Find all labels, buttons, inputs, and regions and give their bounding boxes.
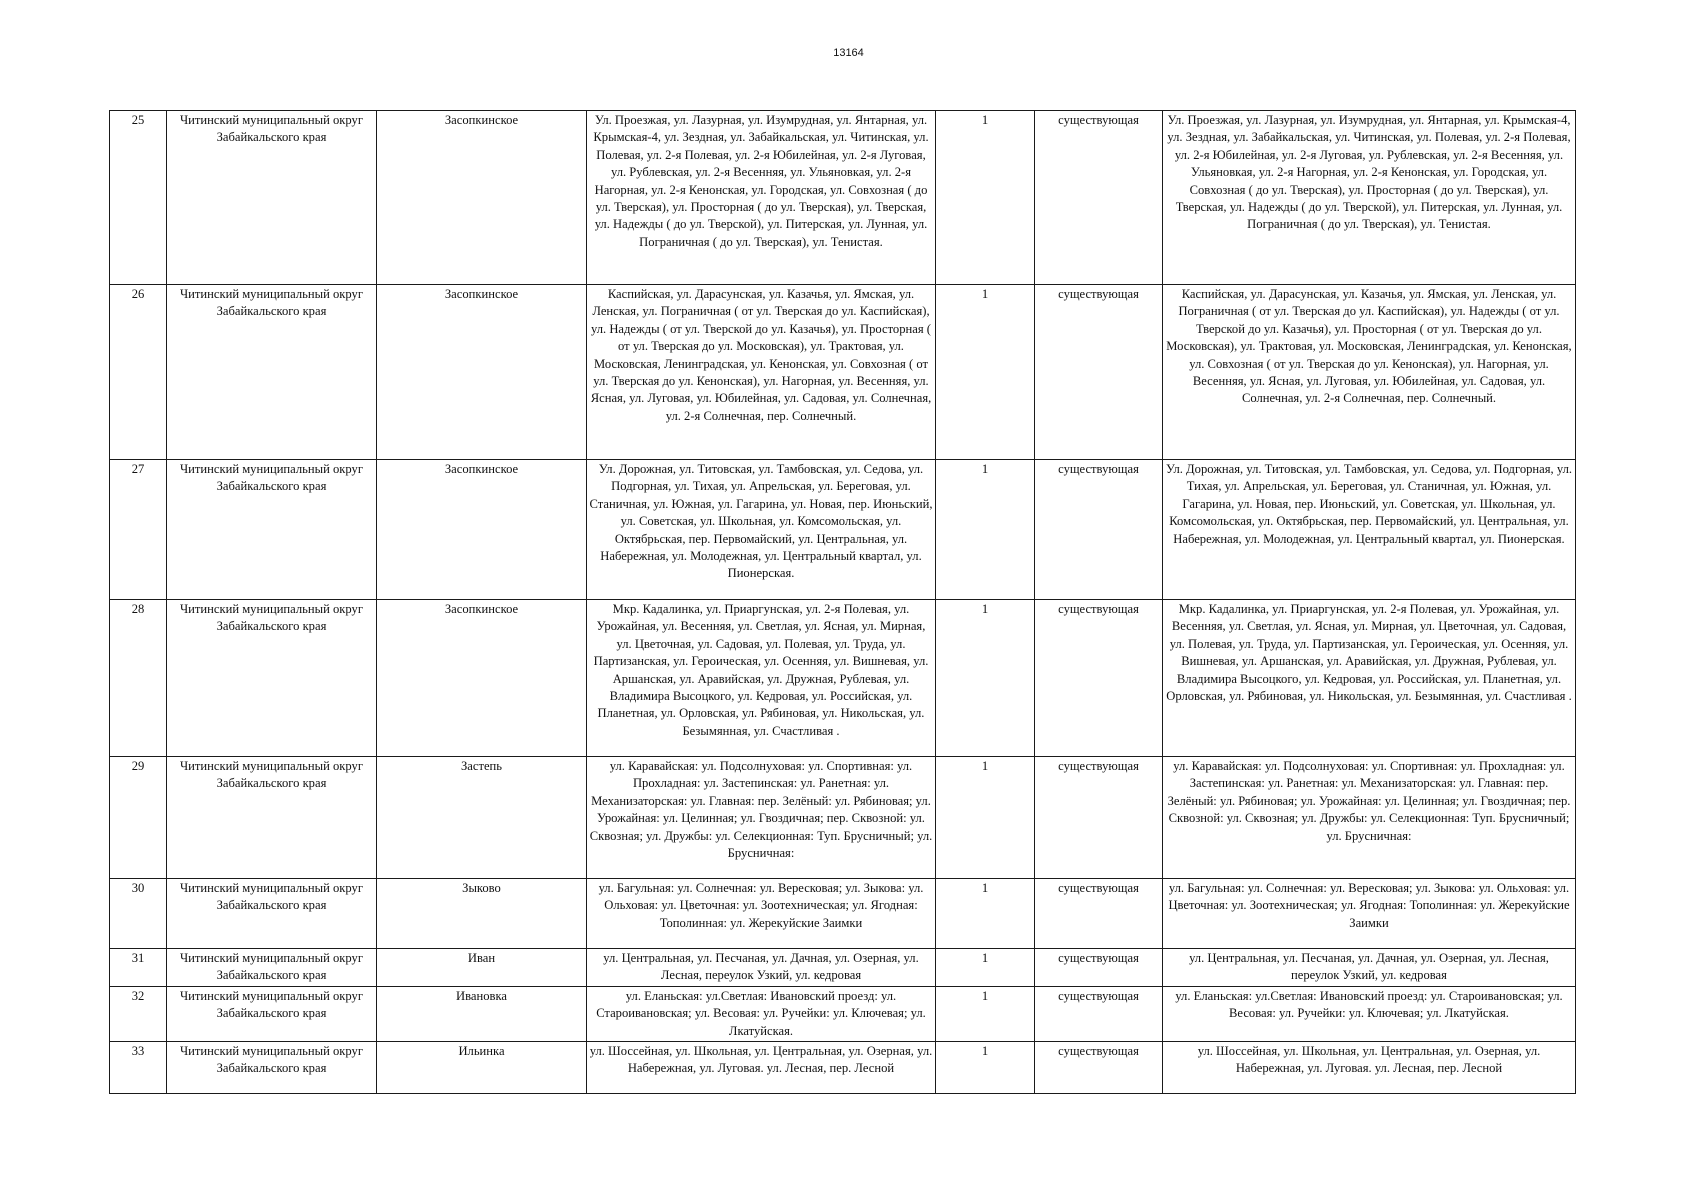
table-row [110, 600, 1576, 757]
status-cell: существующая [1035, 285, 1163, 460]
row-number: 32 [110, 986, 167, 1041]
row-number: 28 [110, 600, 167, 757]
settlement-cell: Иван [377, 949, 587, 987]
streets-cell: Каспийская, ул. Дарасунская, ул. Казачья, ул. Ямская, ул. Ленская, ул. Пограничная ( от ул. Тверская до ул. Каспийская), ул. Надежды ( от ул. Тверской до ул. Казачья), ул. Просторная ( от ул. Тверская до ул. Московская), ул. Трактовая, ул. Московская, Ленинградская, ул. Кенонская, ул. Совхозная ( от ул. Тверская до ул. Кенонская), ул. Нагорная, ул. Весенняя, ул. Ясная, ул. Луговая, ул. Юбилейная, ул. Садовая, ул. Солнечная, ул. 2-я Солнечная, пер. Солнечный. [587, 285, 936, 460]
streets-summary-cell: Ул. Проезжая, ул. Лазурная, ул. Изумрудная, ул. Янтарная, ул. Крымская-4, ул. Зездная, ул. Забайкальская, ул. Читинская, ул. Полевая, ул. 2-я Полевая, ул. 2-я Юбилейная, ул. 2-я Луговая, ул. Рублевская, ул. 2-я Весенняя, ул. Ульяновкая, ул. 2-я Нагорная, ул. 2-я Кенонская, ул. Городская, ул. Совхозная ( до ул. Тверская), ул. Просторная ( до ул. Тверская), ул. Тверская, ул. Надежды ( до ул. Тверской), ул. Питерская, ул. Лунная, ул. Пограничная ( до ул. Тверская), ул. Тенистая. [1163, 111, 1576, 285]
status-cell: существующая [1035, 1042, 1163, 1094]
municipality-cell: Читинский муниципальный округ Забайкальского края [167, 1042, 377, 1094]
row-number: 27 [110, 460, 167, 600]
status-cell: существующая [1035, 757, 1163, 879]
streets-summary-cell: ул. Центральная, ул. Песчаная, ул. Дачная, ул. Озерная, ул. Лесная, переулок Узкий, ул. кедровая [1163, 949, 1576, 987]
settlement-cell: Зыково [377, 879, 587, 949]
count-cell: 1 [936, 879, 1035, 949]
municipality-cell: Читинский муниципальный округ Забайкальского края [167, 600, 377, 757]
streets-cell: Ул. Дорожная, ул. Титовская, ул. Тамбовская, ул. Седова, ул. Подгорная, ул. Тихая, ул. Апрельская, ул. Береговая, ул. Станичная, ул. Южная, ул. Гагарина, ул. Новая, пер. Июньский, ул. Советская, ул. Школьная, ул. Комсомольская, ул. Октябрьская, пер. Первомайский, ул. Центральная, ул. Набережная, ул. Молодежная, ул. Центральный квартал, ул. Пионерская. [587, 460, 936, 600]
settlement-cell: Засопкинское [377, 285, 587, 460]
municipality-cell: Читинский муниципальный округ Забайкальского края [167, 460, 377, 600]
page-number: 13164 [833, 47, 864, 59]
status-cell: существующая [1035, 111, 1163, 285]
streets-summary-cell: Мкр. Кадалинка, ул. Приаргунская, ул. 2-я Полевая, ул. Урожайная, ул. Весенняя, ул. Светлая, ул. Ясная, ул. Мирная, ул. Цветочная, ул. Садовая, ул. Полевая, ул. Труда, ул. Партизанская, ул. Героическая, ул. Осенняя, ул. Вишневая, ул. Аршанская, ул. Аравийская, ул. Дружная, Рублевая, ул. Владимира Высоцкого, ул. Кедровая, ул. Российская, ул. Планетная, ул. Орловская, ул. Рябиновая, ул. Никольская, ул. Безымянная, ул. Счастливая . [1163, 600, 1576, 757]
streets-summary-cell: Ул. Дорожная, ул. Титовская, ул. Тамбовская, ул. Седова, ул. Подгорная, ул. Тихая, ул. Апрельская, ул. Береговая, ул. Станичная, ул. Южная, ул. Гагарина, ул. Новая, пер. Июньский, ул. Советская, ул. Школьная, ул. Комсомольская, ул. Октябрьская, пер. Первомайский, ул. Центральная, ул. Набережная, ул. Молодежная, ул. Центральный квартал, ул. Пионерская. [1163, 460, 1576, 600]
settlement-cell: Ивановка [377, 986, 587, 1041]
table-row [110, 285, 1576, 460]
row-number: 29 [110, 757, 167, 879]
settlement-cell: Застепь [377, 757, 587, 879]
status-cell: существующая [1035, 460, 1163, 600]
table-row [110, 986, 1576, 1041]
row-number: 33 [110, 1042, 167, 1094]
row-number: 26 [110, 285, 167, 460]
streets-cell: Ул. Проезжая, ул. Лазурная, ул. Изумрудная, ул. Янтарная, ул. Крымская-4, ул. Зездная, ул. Забайкальская, ул. Читинская, ул. Полевая, ул. 2-я Полевая, ул. 2-я Юбилейная, ул. 2-я Луговая, ул. Рублевская, ул. 2-я Весенняя, ул. Ульяновкая, ул. 2-я Нагорная, ул. 2-я Кенонская, ул. Городская, ул. Совхозная ( до ул. Тверская), ул. Просторная ( до ул. Тверская), ул. Тверская, ул. Надежды ( до ул. Тверской), ул. Питерская, ул. Лунная, ул. Пограничная ( до ул. Тверская), ул. Тенистая. [587, 111, 936, 285]
streets-cell: Мкр. Кадалинка, ул. Приаргунская, ул. 2-я Полевая, ул. Урожайная, ул. Весенняя, ул. Светлая, ул. Ясная, ул. Мирная, ул. Цветочная, ул. Садовая, ул. Полевая, ул. Труда, ул. Партизанская, ул. Героическая, ул. Осенняя, ул. Вишневая, ул. Аршанская, ул. Аравийская, ул. Дружная, Рублевая, ул. Владимира Высоцкого, ул. Кедровая, ул. Российская, ул. Планетная, ул. Орловская, ул. Рябиновая, ул. Никольская, ул. Безымянная, ул. Счастливая . [587, 600, 936, 757]
streets-summary-cell: ул. Каравайская: ул. Подсолнуховая: ул. Спортивная: ул. Прохладная: ул. Застепинская: ул. Ранетная: ул. Механизаторская: ул. Главная: пер. Зелёный: ул. Рябиновая; ул. Урожайная: ул. Целинная; ул. Гвоздичная; пер. Сквозной: ул. Сквозная; ул. Дружбы: ул. Селекционная: Туп. Брусничный; ул. Брусничная: [1163, 757, 1576, 879]
streets-register-table [109, 110, 1576, 1094]
count-cell: 1 [936, 949, 1035, 987]
streets-cell: ул. Каравайская: ул. Подсолнуховая: ул. Спортивная: ул. Прохладная: ул. Застепинская: ул. Ранетная: ул. Механизаторская: ул. Главная: пер. Зелёный: ул. Рябиновая; ул. Урожайная: ул. Целинная; ул. Гвоздичная; пер. Сквозной: ул. Сквозная; ул. Дружбы: ул. Селекционная: Туп. Брусничный; ул. Брусничная: [587, 757, 936, 879]
streets-summary-cell: ул. Еланьская: ул.Светлая: Ивановский проезд: ул. Староивановская; ул. Весовая: ул. Ручейки: ул. Ключевая; ул. Лкатуйская. [1163, 986, 1576, 1041]
streets-summary-cell: ул. Шоссейная, ул. Школьная, ул. Центральная, ул. Озерная, ул. Набережная, ул. Луговая. ул. Лесная, пер. Лесной [1163, 1042, 1576, 1094]
municipality-cell: Читинский муниципальный округ Забайкальского края [167, 111, 377, 285]
streets-cell: ул. Шоссейная, ул. Школьная, ул. Центральная, ул. Озерная, ул. Набережная, ул. Луговая. ул. Лесная, пер. Лесной [587, 1042, 936, 1094]
status-cell: существующая [1035, 949, 1163, 987]
streets-cell: ул. Багульная: ул. Солнечная: ул. Вересковая; ул. Зыкова: ул. Ольховая: ул. Цветочная: ул. Зоотехническая; ул. Ягодная: Тополинная: ул. Жерекуйские Заимки [587, 879, 936, 949]
row-number: 31 [110, 949, 167, 987]
count-cell: 1 [936, 285, 1035, 460]
settlement-cell: Засопкинское [377, 600, 587, 757]
count-cell: 1 [936, 1042, 1035, 1094]
streets-cell: ул. Центральная, ул. Песчаная, ул. Дачная, ул. Озерная, ул. Лесная, переулок Узкий, ул. кедровая [587, 949, 936, 987]
streets-summary-cell: ул. Багульная: ул. Солнечная: ул. Вересковая; ул. Зыкова: ул. Ольховая: ул. Цветочная: ул. Зоотехническая; ул. Ягодная: Тополинная: ул. Жерекуйские Заимки [1163, 879, 1576, 949]
table-row [110, 879, 1576, 949]
row-number: 30 [110, 879, 167, 949]
table-row [110, 949, 1576, 987]
count-cell: 1 [936, 600, 1035, 757]
municipality-cell: Читинский муниципальный округ Забайкальского края [167, 986, 377, 1041]
table-row [110, 757, 1576, 879]
settlement-cell: Засопкинское [377, 111, 587, 285]
status-cell: существующая [1035, 879, 1163, 949]
count-cell: 1 [936, 986, 1035, 1041]
streets-cell: ул. Еланьская: ул.Светлая: Ивановский проезд: ул. Староивановская; ул. Весовая: ул. Ручейки: ул. Ключевая; ул. Лкатуйская. [587, 986, 936, 1041]
settlement-cell: Ильинка [377, 1042, 587, 1094]
municipality-cell: Читинский муниципальный округ Забайкальского края [167, 949, 377, 987]
row-number: 25 [110, 111, 167, 285]
municipality-cell: Читинский муниципальный округ Забайкальского края [167, 285, 377, 460]
status-cell: существующая [1035, 600, 1163, 757]
municipality-cell: Читинский муниципальный округ Забайкальского края [167, 757, 377, 879]
table-row [110, 460, 1576, 600]
streets-summary-cell: Каспийская, ул. Дарасунская, ул. Казачья, ул. Ямская, ул. Ленская, ул. Пограничная ( от ул. Тверская до ул. Каспийская), ул. Надежды ( от ул. Тверской до ул. Казачья), ул. Просторная ( от ул. Тверская до ул. Московская), ул. Трактовая, ул. Московская, Ленинградская, ул. Кенонская, ул. Совхозная ( от ул. Тверская до ул. Кенонская), ул. Нагорная, ул. Весенняя, ул. Ясная, ул. Луговая, ул. Юбилейная, ул. Садовая, ул. Солнечная, ул. 2-я Солнечная, пер. Солнечный. [1163, 285, 1576, 460]
count-cell: 1 [936, 460, 1035, 600]
municipality-cell: Читинский муниципальный округ Забайкальского края [167, 879, 377, 949]
count-cell: 1 [936, 111, 1035, 285]
settlement-cell: Засопкинское [377, 460, 587, 600]
table-row [110, 1042, 1576, 1094]
count-cell: 1 [936, 757, 1035, 879]
table-row [110, 111, 1576, 285]
status-cell: существующая [1035, 986, 1163, 1041]
